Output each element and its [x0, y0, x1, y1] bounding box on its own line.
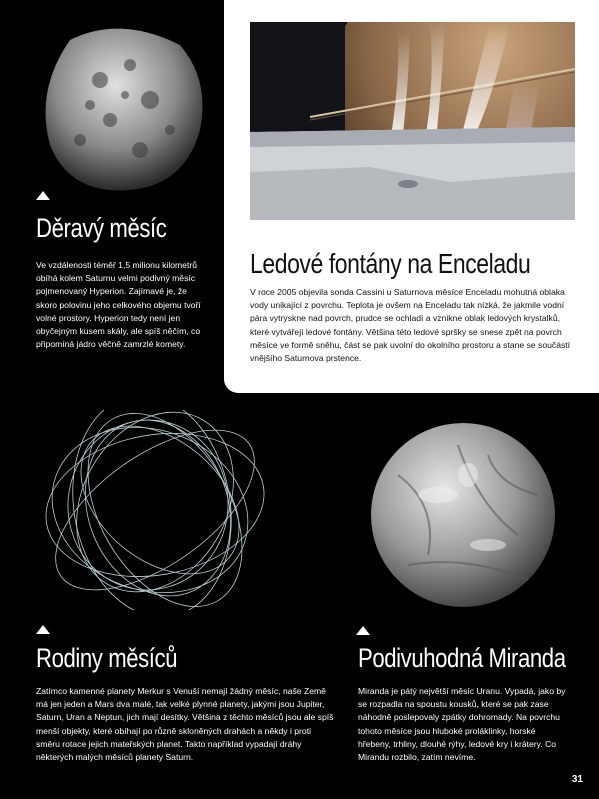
miranda-text: Miranda je pátý největší měsíc Uranu. Vypadá, jako by se rozpadla na spoustu kousků, které se pak zase náhodně poslepovaly zpátky dohromady. Na povrchu tohoto měsíce jsou hluboké proláklinky, horské hřebeny, trhliny, dlouhé rýhy, ledové kry i krátery. Co Mirandu rozbilo, zatím nevíme.: [358, 686, 566, 763]
hyperion-title: Děravý měsíc: [36, 213, 167, 243]
enceladus-illustration: [250, 22, 575, 220]
triangle-marker-icon: [356, 626, 370, 635]
families-title: Rodiny měsíců: [36, 643, 178, 673]
enceladus-title: Ledové fontány na Enceladu: [250, 248, 531, 279]
enceladus-text: V roce 2005 objevila sonda Cassini u Saturnova měsíce Enceladu mohutná oblaka vody unikající z povrchu. Teplota je ovšem na Enceladu tak nízká, že jakmile vodní pára vytryskne nad povrch, prudce se ochladí a vznikne oblak ledových krystalků, které vytvářejí ledové fontány. Většina této ledové spršky se snese zpět na povrch měsíce ve formě sněhu, část se pak uvolní do okolního prostoru a stane se součástí vnějšího Saturnova prstence.: [250, 287, 571, 364]
page-number: 31: [571, 774, 583, 785]
orbits-illustration: [30, 410, 280, 610]
triangle-marker-icon: [36, 191, 50, 200]
miranda-illustration: [368, 415, 558, 615]
enceladus-panel: [224, 0, 599, 393]
families-text: Zatímco kamenné planety Merkur s Venuší nemají žádný měsíc, naše Země má jen jeden a Mars dva malé, tak velké plynné planety, jakými jsou Jupiter, Saturn, Uran a Neptun, jich mají desítky. Většina z těchto měsíců jsou ale spíš menší objekty, které obíhají po různě skloněných drahách a někdy i proti směru rotace jejich mateřských planet. Takto například vypadají dráhy některých malých měsíců planety Saturn.: [36, 686, 334, 763]
miranda-title: Podivuhodná Miranda: [358, 643, 566, 673]
triangle-marker-icon: [36, 625, 50, 634]
hyperion-text: Ve vzdálenosti téměř 1,5 milionu kilometrů obíhá kolem Saturnu velmi podivný měsíc pojmenovaný Hyperion. Zajímavé je, že skoro polovinu jeho celkového objemu tvoří volné prostory. Hyperion tedy není jen obyčejným kusem skály, ale spíš něčím, co připomíná jádro věčně zamrzlé komety.: [36, 260, 201, 350]
hyperion-illustration: [40, 20, 205, 195]
